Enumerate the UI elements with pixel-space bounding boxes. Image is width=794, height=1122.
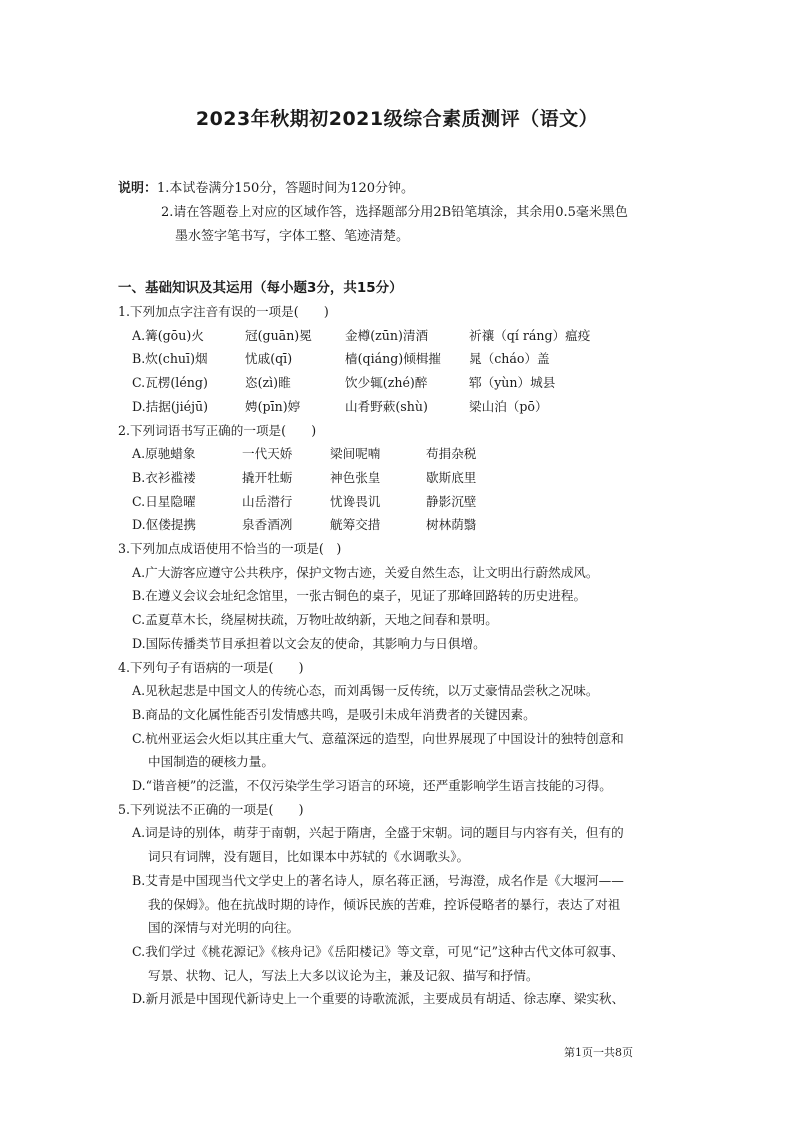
option-item: B.在遵义会议会址纪念馆里，一张古铜色的桌子，见证了那峰回路转的历史进程。	[132, 588, 587, 604]
option-item: B.商品的文化属性能否引发情感共鸣，是吸引未成年消费者的关键因素。	[132, 706, 536, 722]
option-item: 恣(zì)睢	[245, 375, 291, 391]
option-row	[118, 513, 690, 537]
instruction-line-2: 2.请在答题卷上对应的区域作答，选择题部分用2B铅笔填涂，其余用0.5毫米黑色	[161, 205, 628, 220]
option-item: C.日星隐曜	[132, 493, 196, 509]
page-footer: 第1页一共8页	[564, 1046, 633, 1059]
option-row	[118, 442, 690, 466]
option-item: D.拮据(jiéjū)	[132, 398, 209, 414]
option-item: 冠(guān)冕	[245, 327, 312, 343]
question-stem: 4.下列句子有语病的一项是( )	[118, 659, 304, 675]
option-row	[118, 371, 690, 395]
question-stem: 2.下列词语书写正确的一项是( )	[118, 422, 317, 438]
question-stem: 1.下列加点字注音有误的一项是( )	[118, 304, 329, 319]
option-continuation: 我的保姆》。他在抗战时期的诗作，倾诉民族的苦难，控诉侵略者的暴行，表达了对祖	[148, 896, 621, 912]
option-item: C.孟夏草木长，绕屋树扶疏，万物吐故纳新，天地之间春和景明。	[132, 612, 498, 628]
section-heading: 一、基础知识及其运用（每小题3分，共15分）	[118, 280, 403, 296]
option-item: 泉香酒冽	[242, 517, 293, 533]
instruction-line-3: 墨水签字笔书写，字体工整、笔迹清楚。	[175, 229, 410, 244]
option-item: 忧戚(qī)	[245, 351, 293, 367]
instructions	[118, 177, 628, 249]
option-item: B.衣衫褴褛	[132, 469, 196, 485]
option-item: C.我们学过《桃花源记》《核舟记》《岳阳楼记》等文章，可见“记”这种古代文体可叙事、	[132, 943, 625, 959]
page-title: 2023年秋期初2021级综合素质测评（语文）	[195, 108, 599, 130]
instructions-label: 说明：	[118, 181, 158, 196]
option-item: D.新月派是中国现代新诗史上一个重要的诗歌流派，主要成员有胡适、徐志摩、梁实秋、	[132, 991, 625, 1007]
question-stem: 3.下列加点成语使用不恰当的一项是( )	[118, 541, 342, 557]
option-item: A.篝(gōu)火	[132, 327, 204, 343]
option-item: A.词是诗的别体，萌芽于南朝，兴起于隋唐，全盛于宋朝。词的题目与内容有关，但有的	[132, 825, 624, 841]
option-item: 金樽(zūn)清酒	[345, 327, 429, 343]
option-item: 树林荫翳	[426, 517, 477, 533]
instruction-line-1: 1.本试卷满分150分，答题时间为120分钟。	[157, 181, 415, 196]
option-item: 撬开牡蛎	[242, 469, 293, 485]
option-item: 神色张皇	[330, 469, 381, 485]
option-item: A.原驰蜡象	[132, 446, 196, 462]
option-row	[118, 466, 690, 490]
option-item: C.杭州亚运会火炬以其庄重大气、意蕴深远的造型，向世界展现了中国设计的独特创意和	[132, 730, 624, 746]
option-item: 郓（yùn）城县	[469, 375, 556, 391]
question-stem: 5.下列说法不正确的一项是( )	[118, 801, 304, 817]
option-item: 梁山泊（pō）	[469, 398, 548, 414]
option-item: 山肴野蔌(shù)	[345, 398, 428, 414]
option-continuation: 中国制造的硬核力量。	[148, 754, 274, 770]
option-item: 苟捐杂税	[426, 446, 477, 462]
option-item: 祈禳（qí ráng）瘟疫	[469, 327, 591, 343]
option-item: 静影沉壁	[426, 493, 477, 509]
option-item: 山岳潜行	[242, 493, 293, 509]
option-row	[118, 490, 690, 514]
option-item: 饮少辄(zhé)醉	[345, 375, 428, 391]
option-item: 娉(pīn)婷	[245, 398, 301, 414]
option-item: 一代天娇	[242, 446, 293, 462]
option-item: 歇斯底里	[426, 469, 477, 485]
option-item: B.炊(chuī)烟	[132, 351, 208, 367]
option-row	[118, 395, 690, 419]
questions	[118, 300, 690, 1011]
option-continuation: 国的深情与对光明的向往。	[148, 920, 300, 936]
option-item: C.瓦楞(léng)	[132, 375, 208, 391]
option-item: A.见秋起悲是中国文人的传统心态，而刘禹锡一反传统，以万丈豪情品尝秋之况味。	[132, 683, 599, 699]
option-item: B.艾青是中国现当代文学史上的著名诗人，原名蒋正涵，号海澄，成名作是《大堰河——	[132, 872, 624, 888]
option-item: 晁（cháo）盖	[469, 351, 550, 367]
option-item: 樯(qiáng)倾楫摧	[345, 351, 441, 367]
option-continuation: 写景、状物、记人，写法上大多以议论为主，兼及记叙、描写和抒情。	[148, 967, 539, 983]
option-row	[118, 347, 690, 371]
option-row	[118, 324, 690, 348]
option-continuation: 词只有词牌，没有题目，比如课本中苏轼的《水调歌头》。	[148, 849, 470, 865]
option-item: 梁间呢喃	[330, 446, 381, 462]
option-item: D.“谐音梗”的泛滥，不仅污染学生学习语言的环境，还严重影响学生语言技能的习得。	[132, 778, 612, 794]
option-item: A.广大游客应遵守公共秩序，保护文物古迹，关爱自然生态，让文明出行蔚然成风。	[132, 564, 599, 580]
option-item: 觥筹交措	[330, 517, 381, 533]
option-item: D.国际传播类节目承担着以文会友的使命，其影响力与日俱增。	[132, 635, 486, 651]
option-item: D.伛偻提携	[132, 517, 197, 533]
option-item: 忧谗畏讥	[330, 493, 381, 509]
